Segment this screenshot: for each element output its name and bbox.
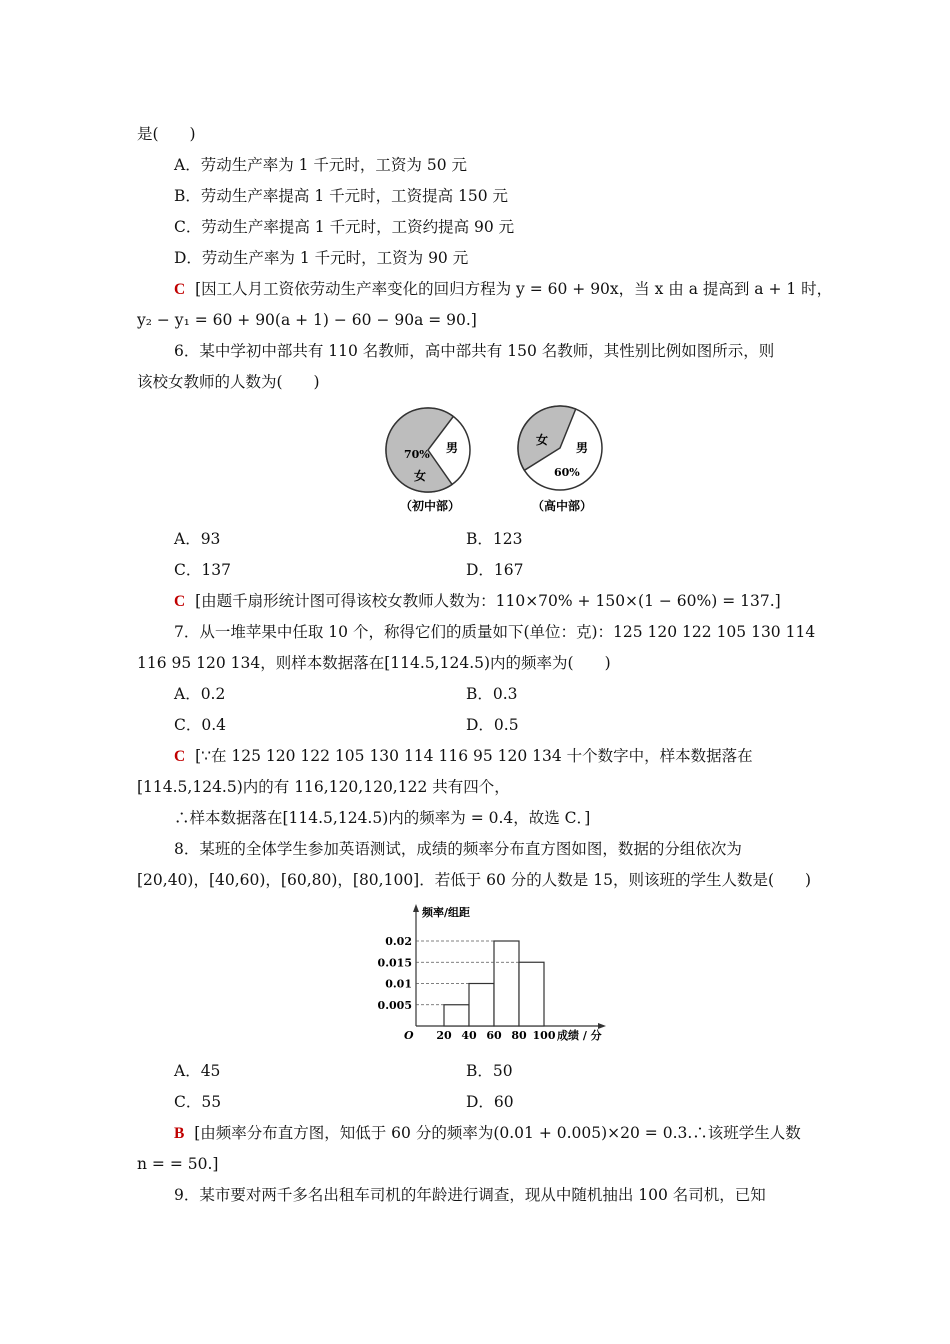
x-tick-label: 80 <box>511 1029 527 1042</box>
q8-explanation-line1 <box>174 1123 801 1144</box>
pie-junior-male-label: 男 <box>446 441 459 455</box>
pie-senior <box>518 406 602 513</box>
q8-option-d: D．60 <box>466 1093 514 1111</box>
q6-stem-line1: 6．某中学初中部共有 110 名教师，高中部共有 150 名教师，其性别比例如图所示，则 <box>174 342 775 360</box>
x-tick-label: 60 <box>486 1029 502 1042</box>
pie-junior-percent: 70% <box>404 448 430 461</box>
q5-option-c: C．劳动生产率提高 1 千元时，工资约提高 90 元 <box>174 218 515 236</box>
pie-senior-caption: （高中部） <box>532 499 593 513</box>
x-axis-label: 成绩 / 分 <box>557 1029 602 1042</box>
q6-stem-line2: 该校女教师的人数为( ) <box>137 373 320 391</box>
y-axis-label: 频率/组距 <box>422 906 471 919</box>
q6-pie-charts <box>380 402 620 520</box>
q7-option-a: A．0.2 <box>174 685 226 703</box>
histogram-bar <box>519 962 544 1026</box>
q7-stem-line2: 116 95 120 134，则样本数据落在[114.5,124.5)内的频率为( ) <box>137 654 611 672</box>
q6-option-d: D．167 <box>466 561 524 579</box>
q5-explanation-line2: y₂ − y₁ = 60 + 90(a + 1) − 60 − 90a = 90.] <box>137 311 477 329</box>
q5-option-d: D．劳动生产率为 1 千元时，工资为 90 元 <box>174 249 469 267</box>
y-axis-arrow <box>413 904 419 912</box>
pie-senior-percent: 60% <box>554 466 580 479</box>
q5-stem-tail: 是( ) <box>137 125 196 143</box>
q7-answer: C <box>174 748 186 765</box>
y-tick-label: 0.005 <box>377 998 412 1012</box>
q6-explanation <box>174 591 781 612</box>
q6-option-b: B．123 <box>466 530 523 548</box>
histogram-bar <box>494 941 519 1026</box>
q5-explain-text: [因工人月工资依劳动生产率变化的回归方程为 y = 60 + 90x，当 x 由 a 提高到 a + 1 时， <box>195 280 833 298</box>
q7-stem-line1: 7．从一堆苹果中任取 10 个，称得它们的质量如下(单位：克)：125 120 122 105 130 114 <box>174 623 816 641</box>
q7-explanation-line2: [114.5,124.5)内的有 116,120,120,122 共有四个， <box>137 778 510 796</box>
q5-answer: C <box>174 281 186 298</box>
q7-option-b: B．0.3 <box>466 685 518 703</box>
y-tick-label: 0.015 <box>377 956 412 970</box>
histogram-bar <box>469 984 494 1027</box>
q5-explanation-line1 <box>174 279 832 300</box>
y-tick-label: 0.01 <box>385 977 412 991</box>
pie-junior-female-label: 女 <box>414 469 427 483</box>
q7-explanation-line3: ∴样本数据落在[114.5,124.5)内的频率为 = 0.4，故选 C．] <box>174 809 591 827</box>
q6-answer: C <box>174 593 186 610</box>
pie-junior-caption: （初中部） <box>400 499 461 513</box>
q6-explain-text: [由题千扇形统计图可得该校女教师人数为：110×70% + 150×(1 − 60%) = 137.] <box>195 592 781 610</box>
pie-senior-female-label: 女 <box>536 433 549 447</box>
x-tick-label: 100 <box>532 1029 556 1042</box>
q7-explanation-line1 <box>174 746 753 767</box>
q8-stem-line2: [20,40)，[40,60)，[60,80)，[80,100]．若低于 60 分的人数是 15，则该班的学生人数是( ) <box>137 871 812 889</box>
q6-option-a: A．93 <box>174 530 221 548</box>
q8-explanation-line2: n = = 50.] <box>137 1155 219 1173</box>
q7-explain-text: [∵在 125 120 122 105 130 114 116 95 120 134 十个数字中，样本数据落在 <box>195 747 753 765</box>
q7-option-d: D．0.5 <box>466 716 519 734</box>
x-tick-label: 40 <box>461 1029 477 1042</box>
pie-junior <box>386 408 470 513</box>
q5-option-b: B．劳动生产率提高 1 千元时，工资提高 150 元 <box>174 187 509 205</box>
x-tick-label: 20 <box>436 1029 452 1042</box>
q5-option-a: A．劳动生产率为 1 千元时，工资为 50 元 <box>174 156 467 174</box>
q7-option-c: C．0.4 <box>174 716 227 734</box>
q8-answer: B <box>174 1125 185 1142</box>
pie-senior-male-label: 男 <box>576 441 589 455</box>
q8-explain-text: [由频率分布直方图，知低于 60 分的频率为(0.01 + 0.005)×20 = 0.3.∴该班学生人数 <box>194 1124 801 1142</box>
q6-option-c: C．137 <box>174 561 231 579</box>
q8-option-c: C．55 <box>174 1093 222 1111</box>
q8-stem-line1: 8．某班的全体学生参加英语测试，成绩的频率分布直方图如图，数据的分组依次为 <box>174 840 742 858</box>
y-tick-label: 0.02 <box>385 935 412 948</box>
q9-stem-line1: 9．某市要对两千多名出租车司机的年龄进行调查，现从中随机抽出 100 名司机，已知 <box>174 1186 766 1204</box>
histogram-bar <box>444 1005 469 1026</box>
q8-option-b: B．50 <box>466 1062 513 1080</box>
origin-label: O <box>404 1029 414 1042</box>
q8-option-a: A．45 <box>174 1062 221 1080</box>
q8-histogram <box>370 900 620 1050</box>
